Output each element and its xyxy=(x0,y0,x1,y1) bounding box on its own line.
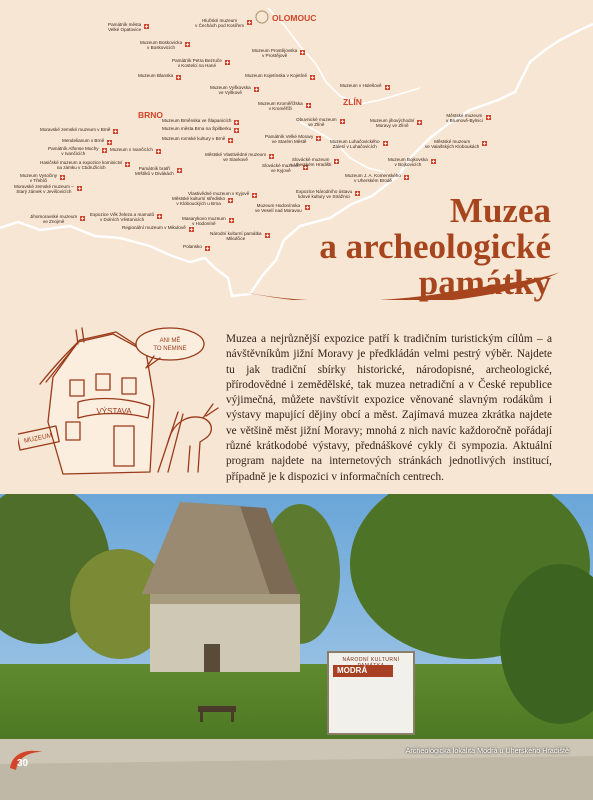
map-label: Národní kulturní památka Mikulčice xyxy=(210,231,262,242)
map-label: Městské Vlastivědné muzeum ve Slavkově xyxy=(205,152,267,163)
map-label: Expozice Národního ústavu lidové kultury ve Strážnici xyxy=(296,189,353,200)
map-label: Slovácké muzeum ve Kyjově xyxy=(262,163,300,174)
map-label: Památník Alfonse Muchy v Ivančicích xyxy=(48,146,99,157)
intro-paragraph: Muzea a nejrůznější expozice patří k tradičním turistickým cílům – a návštěvníkům jižní Moravy je předkládán velmi pestrý výběr. Najdete tu jak tradiční sbírky historické, národopisné, archeologické, přírodovědné i zemědělské, tak muzea netradiční a v České republice výjimečná, můžete navštívit expozice věnované slavným rodákům i výstavy mapující dějiny obcí a měst. Zajímavá muzea zkrátka najdete ve většině měst jižní Moravy; mnohá z nich navíc každoročně pořádají různé krátkodobé výstavy, přednáškové cykly či sympozia. Aktuální program najdete na internetových stránkách jednotlivých institucí, případně je k dispozici v informačních centrech. xyxy=(226,333,552,483)
info-board-name: MODRÁ xyxy=(333,665,393,677)
map-label: Památník města Velké Opatovice xyxy=(108,22,142,33)
map-label: Mendelianum v Brně xyxy=(62,138,105,143)
photo-caption: Archeologická lokalita Modrá u Uherského Hradiště xyxy=(405,746,569,755)
map-label: Městské muzeum v Brumově-Bylnici xyxy=(446,113,483,124)
map-label: Muzeum Brněnska ve Šlapanicích xyxy=(162,118,232,123)
sign-text: MUZEUM xyxy=(23,432,53,445)
page-number: 30 xyxy=(17,758,29,769)
map-label: Muzeum romské kultury v Brně xyxy=(162,136,226,141)
map-label: Hasičské muzeum a expozice kominictví na zámku v Ctidružicích xyxy=(40,160,123,171)
map-label: Muzeum Blanska xyxy=(138,73,174,78)
heading-line: památky xyxy=(418,263,551,302)
map-label: Muzeum jihovýchodní Moravy ve Zlíně xyxy=(370,118,415,129)
map-label: Muzeum v Holešově xyxy=(340,83,382,88)
map-label: Muzeum města Brna na Špilberku xyxy=(162,126,232,131)
map-label: Expozice Věk železa a mamutů v Dolních Věstonicích xyxy=(90,212,155,223)
map-label: Památník Petra Bezruče v Kostelci na Hané xyxy=(172,58,222,69)
map-label: Moravské zemské muzeum v Brně xyxy=(40,127,111,132)
map-label: Vlastivědné muzeum v Kyjově xyxy=(188,191,250,196)
map-label: Obuvnické muzeum ve Zlíně xyxy=(296,117,337,128)
map-label: Památník bratří Mrštíků v Divákách xyxy=(135,166,174,177)
map-label: Regionální muzeum v Mikulově xyxy=(122,225,186,230)
map-label: Městské kulturní středisko v Klobouckých u Brna xyxy=(172,196,226,207)
map-label: Muzeum Luhačovického Zálesí v Luhačovicích xyxy=(330,139,380,150)
map-label: Památník Velké Moravy ve Starém Městě xyxy=(265,134,314,145)
map-label: Muzeum Kojetínska v Kojetíně xyxy=(245,73,308,78)
speech-bubble-text: ANI MĚ xyxy=(159,338,181,344)
map-label: Hlučské muzeum v Čechách pod Kosířem xyxy=(195,18,245,29)
heading-line: Muzea xyxy=(449,191,551,230)
map-label: Slovácké muzeum v Uherském Hradišti xyxy=(290,157,332,168)
info-board xyxy=(327,651,415,735)
banner-text: VÝSTAVA xyxy=(96,407,132,416)
page-heading xyxy=(319,193,551,301)
map-label: Muzeum Hodonínska ve Veselí nad Moravou xyxy=(255,203,302,214)
city-olomouc: OLOMOUC xyxy=(272,13,317,23)
map-label: Muzeum Vysočiny v Třebíči xyxy=(20,173,58,184)
heading-line: a archeologické xyxy=(319,227,551,266)
map-label: Masarykovo muzeum v Hodoníně xyxy=(182,216,226,227)
olomouc-marker xyxy=(256,11,268,23)
map-label: Muzeum Boskovicka v Boskovicích xyxy=(140,40,183,51)
map-label: Muzeum Bojkovska v Bojkovicích xyxy=(388,157,428,168)
map-label: Muzeum Vyškovska ve Vyškově xyxy=(210,85,251,96)
info-board-title: NÁRODNÍ KULTURNÍ xyxy=(342,657,400,663)
map-label: Muzeum Kroměřížska v Kroměříži xyxy=(258,101,303,112)
map-label: Městské muzeum ve Valašských Kloboukách xyxy=(425,139,480,150)
city-brno: BRNO xyxy=(138,110,164,120)
map-label: Jihomoravské muzeum ve Znojmě xyxy=(30,214,78,225)
map-label: Muzeum J. A. Komenského v Uherském Brodě xyxy=(345,173,401,184)
map-label: Polansko xyxy=(183,244,202,249)
map-label: Muzeum Prostějovska v Prostějově xyxy=(252,48,298,59)
speech-bubble-text: TO NEMINE xyxy=(153,346,187,352)
map-label: Muzeum v Ivančicích xyxy=(110,147,153,152)
museum-house-sketch xyxy=(18,322,228,490)
city-zlin: ZLÍN xyxy=(343,97,362,107)
map-label: Moravské zemské muzeum – Starý zámek v Jevišovicích xyxy=(14,184,74,195)
